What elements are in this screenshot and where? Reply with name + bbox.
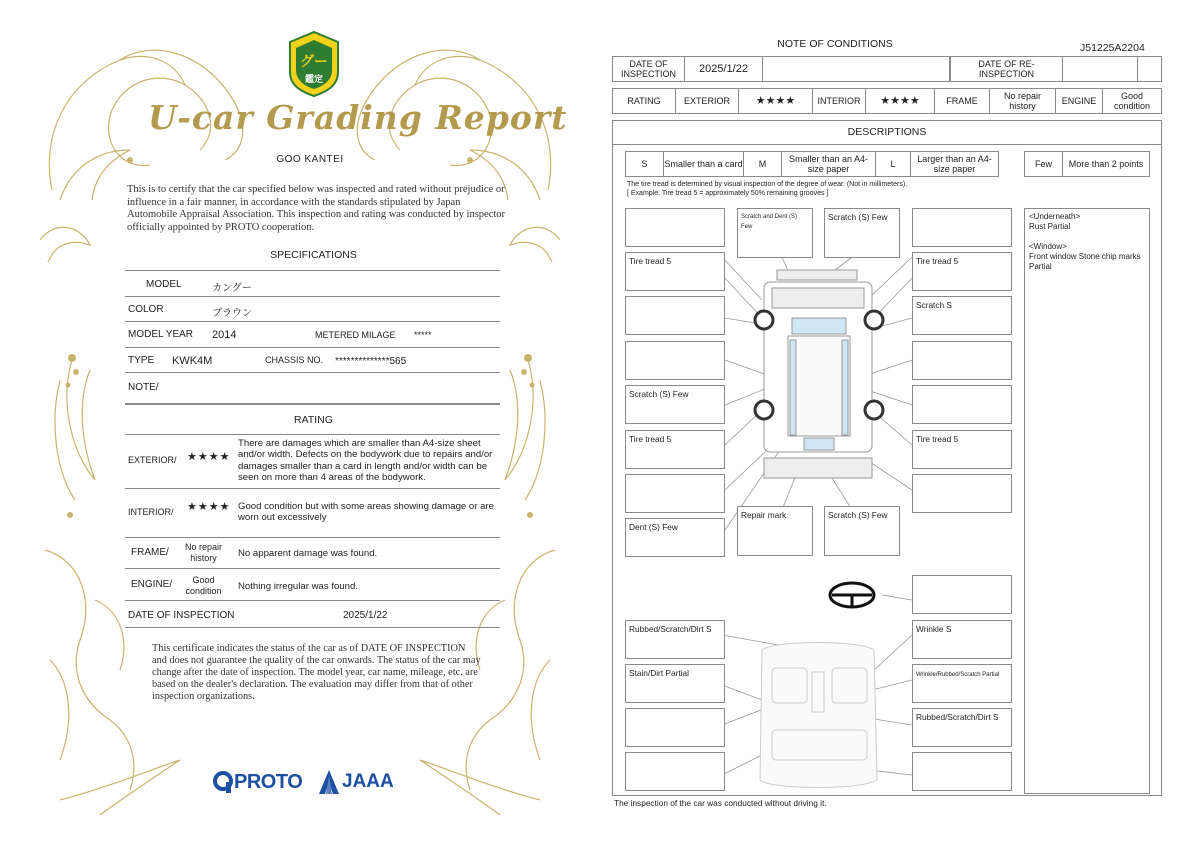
specifications-heading: SPECIFICATIONS <box>270 249 357 261</box>
frame-header: FRAME <box>935 89 990 113</box>
frame-description: No apparent damage was found. <box>238 548 378 559</box>
legend-m-desc: Smaller than an A4-size paper <box>782 152 876 176</box>
descriptions-heading: DESCRIPTIONS <box>847 126 927 138</box>
legend-l: L <box>876 152 911 176</box>
divider <box>125 627 500 628</box>
note-box-right-4 <box>912 341 1012 380</box>
rating-header: RATING <box>613 89 676 113</box>
proto-logo-text: PROTO <box>234 770 303 793</box>
goo-kantei-badge-logo <box>290 32 338 96</box>
model-year-label: MODEL YEAR <box>128 329 194 340</box>
divider <box>125 434 500 435</box>
date-of-inspection-label: DATE OF INSPECTION <box>128 610 235 621</box>
color-label: COLOR <box>128 304 164 315</box>
engine-value: Good condition <box>185 575 222 596</box>
engine-value: Good condition <box>1113 91 1151 111</box>
note-box-steering <box>912 575 1012 614</box>
car-interior-view <box>760 643 877 788</box>
legend-l-desc: Larger than an A4-size paper <box>917 154 992 174</box>
note-box-interior-left-1: Rubbed/Scratch/Dirt S <box>625 620 725 659</box>
note-box-interior-left-3 <box>625 708 725 747</box>
note-box-left-2: Tire tread 5 <box>625 252 725 291</box>
re-inspection-value <box>1063 57 1138 81</box>
metered-milage-label: METERED MILAGE <box>315 330 396 340</box>
note-label: NOTE/ <box>128 382 159 393</box>
divider <box>125 347 500 348</box>
note-box-interior-right-1: Wrinkle S <box>912 620 1012 659</box>
model-value: カングー <box>212 283 252 294</box>
engine-label: ENGINE/ <box>131 579 173 590</box>
chassis-value: **************565 <box>335 356 407 367</box>
note-box-top-center-right: Scratch (S) Few <box>824 208 900 258</box>
note-box-right-7 <box>912 474 1012 513</box>
note-box-left-1 <box>625 208 725 247</box>
blank-cell <box>763 57 950 81</box>
certification-text: This is to certify that the car specified below was inspected and rated without prejudice or influence in a fair manner, in accordance with the standards stipulated by Japan Automobile Appraisal Association. This inspection and rating was conducted by inspector officially appointed by PROTO cooperation. <box>127 184 506 233</box>
note-of-conditions-title: NOTE OF CONDITIONS <box>777 38 893 50</box>
exterior-stars: ★★★★ <box>739 89 813 113</box>
report-subtitle: GOO KANTEI <box>276 154 344 165</box>
exterior-label: EXTERIOR/ <box>128 455 177 465</box>
type-label: TYPE <box>128 355 155 366</box>
note-box-right-1 <box>912 208 1012 247</box>
frame-value: No repair history <box>184 542 222 563</box>
note-box-right-6: Tire tread 5 <box>912 430 1012 469</box>
few-legend <box>1024 151 1150 177</box>
certificate-footer-text: This certificate indicates the status of the car as of DATE OF INSPECTION and does not guarantee the quality of the car onwards. The status of the car may change after the date of inspection. The model year, car name, mileage, etc. are based on the dealer's declaration. The evaluation may differ from that of other inspection organizations. <box>152 643 481 703</box>
re-inspection-header: DATE OF RE-INSPECTION <box>950 57 1063 81</box>
blank-cell <box>1138 57 1161 81</box>
date-of-inspection-header: DATE OF INSPECTION <box>613 57 685 81</box>
exterior-description: There are damages which are smaller than A4-size sheet and/or width. Defects on the bodywork due to repairs and/or damages smaller than a card in length and/or width can be seen on more than 4 areas of the bodywork. <box>238 438 493 484</box>
legend-m: M <box>744 152 782 176</box>
rating-heading: RATING <box>294 414 333 426</box>
divider <box>125 568 500 569</box>
note-box-left-4 <box>625 341 725 380</box>
note-box-interior-right-3: Rubbed/Scratch/Dirt S <box>912 708 1012 747</box>
interior-stars: ★★★★ <box>866 89 935 113</box>
note-box-left-3 <box>625 296 725 335</box>
exterior-stars: ★★★★ <box>187 451 231 463</box>
note-box-top-center-left: Scratch and Dent (S) Few <box>737 208 813 258</box>
divider <box>125 321 500 322</box>
svg-text:鑑定: 鑑定 <box>304 75 324 85</box>
note-box-right-2: Tire tread 5 <box>912 252 1012 291</box>
svg-text:グー: グー <box>300 54 328 70</box>
divider <box>125 296 500 297</box>
model-year-value: 2014 <box>212 329 237 341</box>
size-legend <box>625 151 999 177</box>
interior-header: INTERIOR <box>813 89 866 113</box>
legend-s: S <box>626 152 664 176</box>
chassis-label: CHASSIS NO. <box>265 355 324 365</box>
note-box-left-5: Scratch (S) Few <box>625 385 725 424</box>
jaaa-mark-icon <box>319 770 339 794</box>
jaaa-logo <box>319 770 394 794</box>
divider <box>125 537 500 538</box>
divider <box>125 600 500 601</box>
car-top-view <box>764 270 872 478</box>
divider <box>125 270 500 271</box>
inspection-footer-note: The inspection of the car was conducted without driving it. <box>614 798 827 808</box>
note-box-interior-left-4 <box>625 752 725 791</box>
model-label: MODEL <box>146 279 182 290</box>
tire-note-example: [ Example: Tire tread 5 = approximately 50% remaining grooves ] <box>627 190 829 197</box>
divider <box>612 144 1162 145</box>
divider <box>125 488 500 489</box>
proto-mark-icon <box>212 770 234 794</box>
date-of-inspection-value: 2025/1/22 <box>685 57 763 81</box>
jaaa-logo-text: JAAA <box>342 771 394 792</box>
note-box-right-5 <box>912 385 1012 424</box>
interior-description: Good condition but with some areas showing damage or are worn out excessively <box>238 501 494 524</box>
legend-s-desc: Smaller than a card <box>664 152 744 176</box>
proto-logo <box>212 770 302 794</box>
exterior-header: EXTERIOR <box>676 89 739 113</box>
type-value: KWK4M <box>172 355 213 367</box>
steering-wheel-icon <box>830 583 874 607</box>
metered-milage-value: ***** <box>414 330 432 340</box>
legend-few-desc: More than 2 points <box>1068 159 1144 169</box>
note-box-left-8: Dent (S) Few <box>625 518 725 557</box>
interior-label: INTERIOR/ <box>128 507 174 517</box>
note-box-interior-left-2: Stain/Dirt Partial <box>625 664 725 703</box>
legend-few: Few <box>1025 152 1063 176</box>
interior-stars: ★★★★ <box>187 501 231 513</box>
frame-value: No repair history <box>990 89 1056 113</box>
note-box-left-6: Tire tread 5 <box>625 430 725 469</box>
note-box-interior-right-2: Wrinkle/Rubbed/Scratch Partial <box>912 664 1012 703</box>
color-value: ブラウン <box>212 308 252 319</box>
report-code: J51225A2204 <box>1080 42 1145 54</box>
inspection-dates-row <box>612 56 1162 82</box>
date-of-inspection-value: 2025/1/22 <box>343 610 388 621</box>
engine-header: ENGINE <box>1056 89 1103 113</box>
note-box-left-7 <box>625 474 725 513</box>
side-notes: <Underneath> Rust Partial <Window> Front window Stone chip marks Partial <box>1024 208 1150 794</box>
note-box-bottom-center-right: Scratch (S) Few <box>824 506 900 556</box>
note-box-interior-right-4 <box>912 752 1012 791</box>
frame-label: FRAME/ <box>131 547 169 558</box>
divider <box>125 372 500 373</box>
rating-row <box>612 88 1162 114</box>
divider <box>125 403 500 405</box>
note-box-bottom-center-left: Repair mark <box>737 506 813 556</box>
report-title: U-car Grading Report <box>148 98 568 137</box>
tire-note: The tire tread is determined by visual inspection of the degree of wear. (Not in millimeters). <box>627 181 908 188</box>
note-box-right-3: Scratch S <box>912 296 1012 335</box>
engine-description: Nothing irregular was found. <box>238 581 358 592</box>
